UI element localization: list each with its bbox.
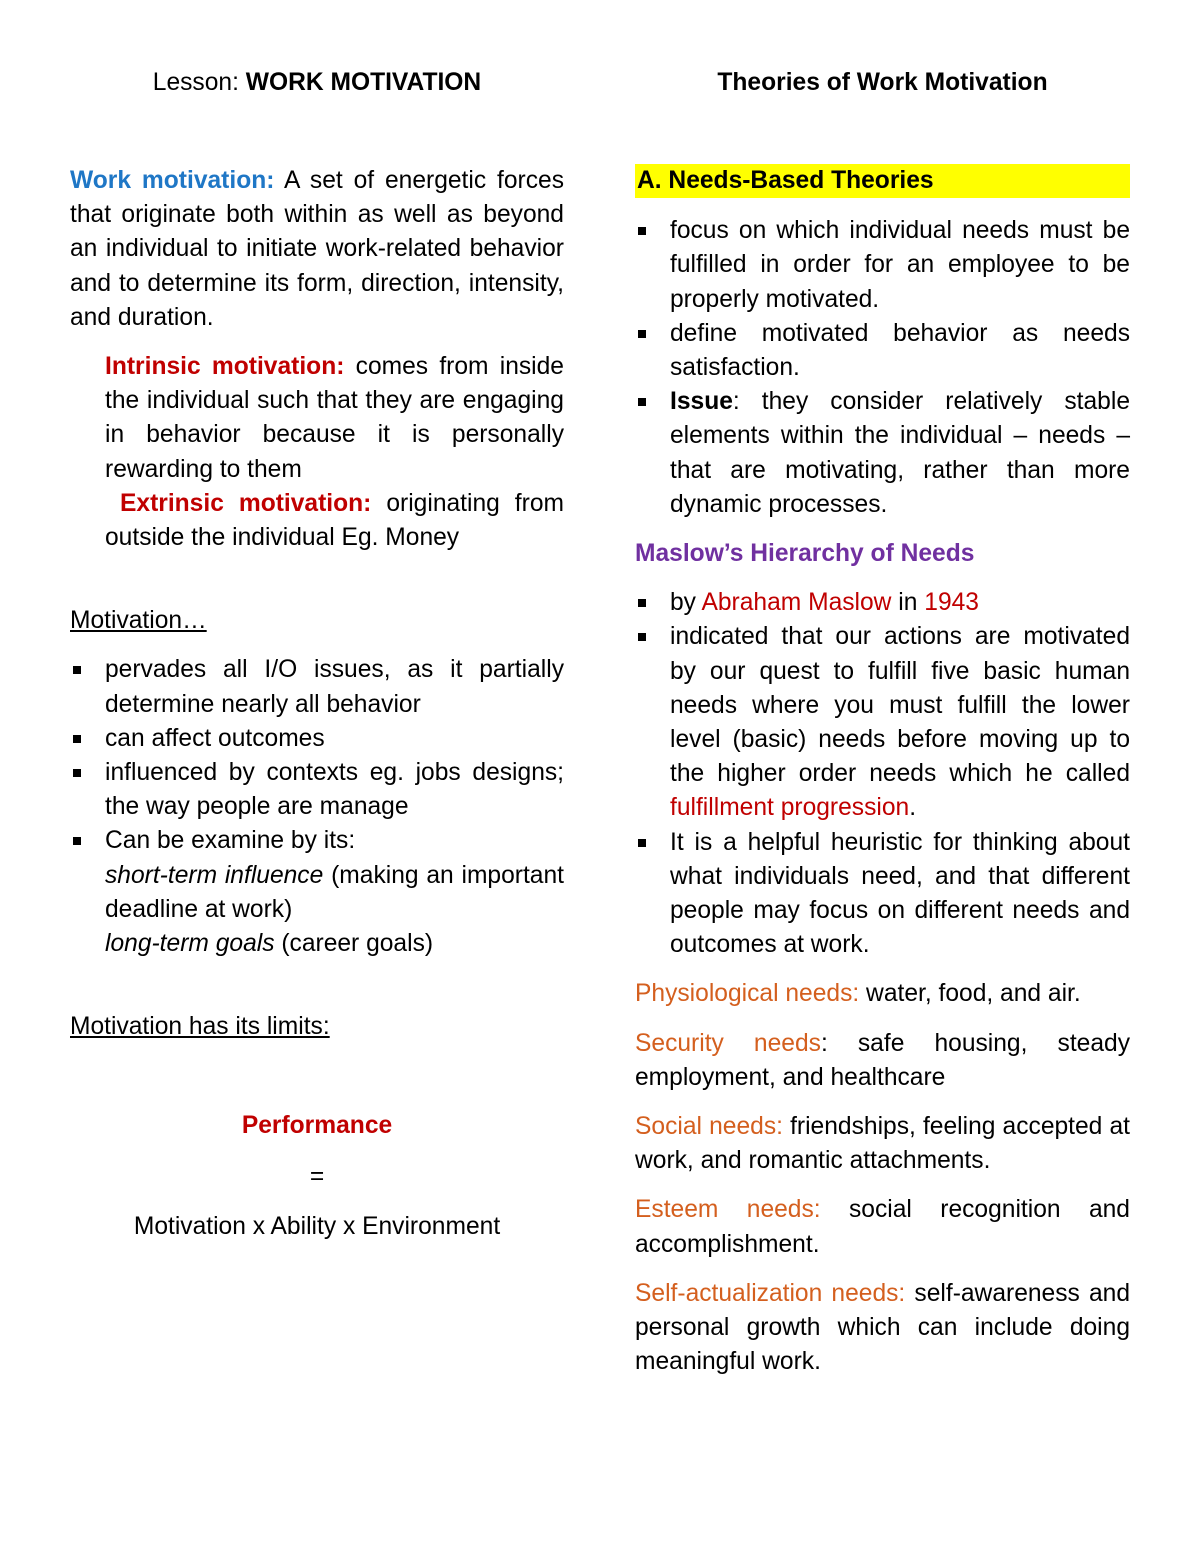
bullet-icon: [638, 330, 646, 338]
bullet-icon: [638, 599, 646, 607]
bullet-icon: [73, 769, 81, 777]
need-physiological: Physiological needs: water, food, and air.: [635, 980, 1081, 1008]
extrinsic-text: originating from outside the individual Eg. Money: [105, 489, 564, 552]
bullet-icon: [638, 839, 646, 847]
equals-sign: =: [309, 1162, 325, 1190]
work-motivation-definition: [70, 164, 564, 335]
bullet-icon: [73, 735, 81, 743]
extrinsic-definition: [70, 487, 564, 555]
right-column: [635, 66, 1130, 1380]
short-term-text: (making an important deadline at work): [105, 861, 564, 923]
section-a-heading: A. Needs-Based Theories: [635, 164, 1130, 198]
need-esteem: Esteem needs: social recognition and accomplishment.: [635, 1196, 1130, 1258]
need-social: Social needs: friendships, feeling accepted at work, and romantic attachments.: [635, 1113, 1130, 1175]
work-motivation-text: A set of energetic forces that originate both within as well as beyond an individual to initiate work-related behavior and to determine its form, direction, intensity, and duration.: [70, 167, 564, 331]
bullet-icon: [638, 633, 646, 641]
lesson-title: [70, 66, 564, 108]
bullet-icon: [73, 666, 81, 674]
theories-title: Theories of Work Motivation: [717, 69, 1048, 96]
performance-formula: Motivation x Ability x Environment: [133, 1212, 501, 1240]
list-item: Can be examine by its: short-term influence (making an important deadline at work) long-term goals (career goals): [70, 824, 564, 961]
bullet-icon: [73, 837, 81, 845]
long-term-text: (career goals): [274, 930, 434, 958]
issue-label: Issue: [670, 388, 733, 416]
needs-theories-list: [635, 214, 1130, 522]
fulfillment-progression-term: fulfillment progression: [670, 794, 910, 822]
list-item: can affect outcomes: [70, 722, 564, 756]
intrinsic-definition: [70, 350, 564, 487]
list-item: It is a helpful heuristic for thinking about what individuals need, and that different people may focus on different needs and outcomes at work.: [635, 826, 1130, 963]
intrinsic-text: comes from inside the individual such that they are engaging in behavior because it is personally rewarding to them: [105, 353, 564, 483]
maslow-name: Abraham Maslow: [701, 589, 892, 617]
issue-text: : they consider relatively stable elements within the individual – needs – that are motivating, rather than more dynamic processes.: [670, 388, 1130, 518]
work-motivation-term: Work motivation:: [70, 167, 275, 194]
motivation-list: [70, 653, 564, 961]
maslow-heading: Maslow’s Hierarchy of Needs: [635, 540, 975, 568]
maslow-year: 1943: [924, 589, 979, 617]
bullet-icon: [638, 227, 646, 235]
bullet-icon: [638, 398, 646, 406]
need-self-actualization: Self-actualization needs: self-awareness and personal growth which can include doing meaningful work.: [635, 1279, 1130, 1376]
list-item: indicated that our actions are motivated by our quest to fulfill five basic human needs where you must fulfill the lower level (basic) needs before moving up to the higher order needs which he called fulfillment progression.: [635, 620, 1130, 825]
extrinsic-term: Extrinsic motivation:: [119, 489, 372, 517]
list-item: [635, 385, 1130, 522]
list-item: by Abraham Maslow in 1943: [635, 586, 1130, 620]
list-item: influenced by contexts eg. jobs designs; the way people are manage: [70, 756, 564, 824]
long-term-label: long-term goals: [105, 930, 275, 958]
list-item: pervades all I/O issues, as it partially determine nearly all behavior: [70, 653, 564, 721]
intrinsic-term: Intrinsic motivation:: [105, 353, 345, 381]
lesson-prefix: Lesson:: [152, 69, 246, 96]
left-column: [70, 66, 564, 1244]
lesson-title-text: WORK MOTIVATION: [245, 69, 482, 96]
list-item: define motivated behavior as needs satisfaction.: [635, 317, 1130, 385]
need-security: Security needs: safe housing, steady employment, and healthcare: [635, 1029, 1130, 1091]
limits-heading: Motivation has its limits:: [70, 1013, 330, 1041]
performance-label: Performance: [241, 1112, 393, 1140]
motivation-heading: Motivation…: [70, 607, 207, 635]
maslow-list: [635, 586, 1130, 962]
list-item: focus on which individual needs must be fulfilled in order for an employee to be properly motivated.: [635, 214, 1130, 317]
short-term-label: short-term influence: [105, 861, 324, 889]
